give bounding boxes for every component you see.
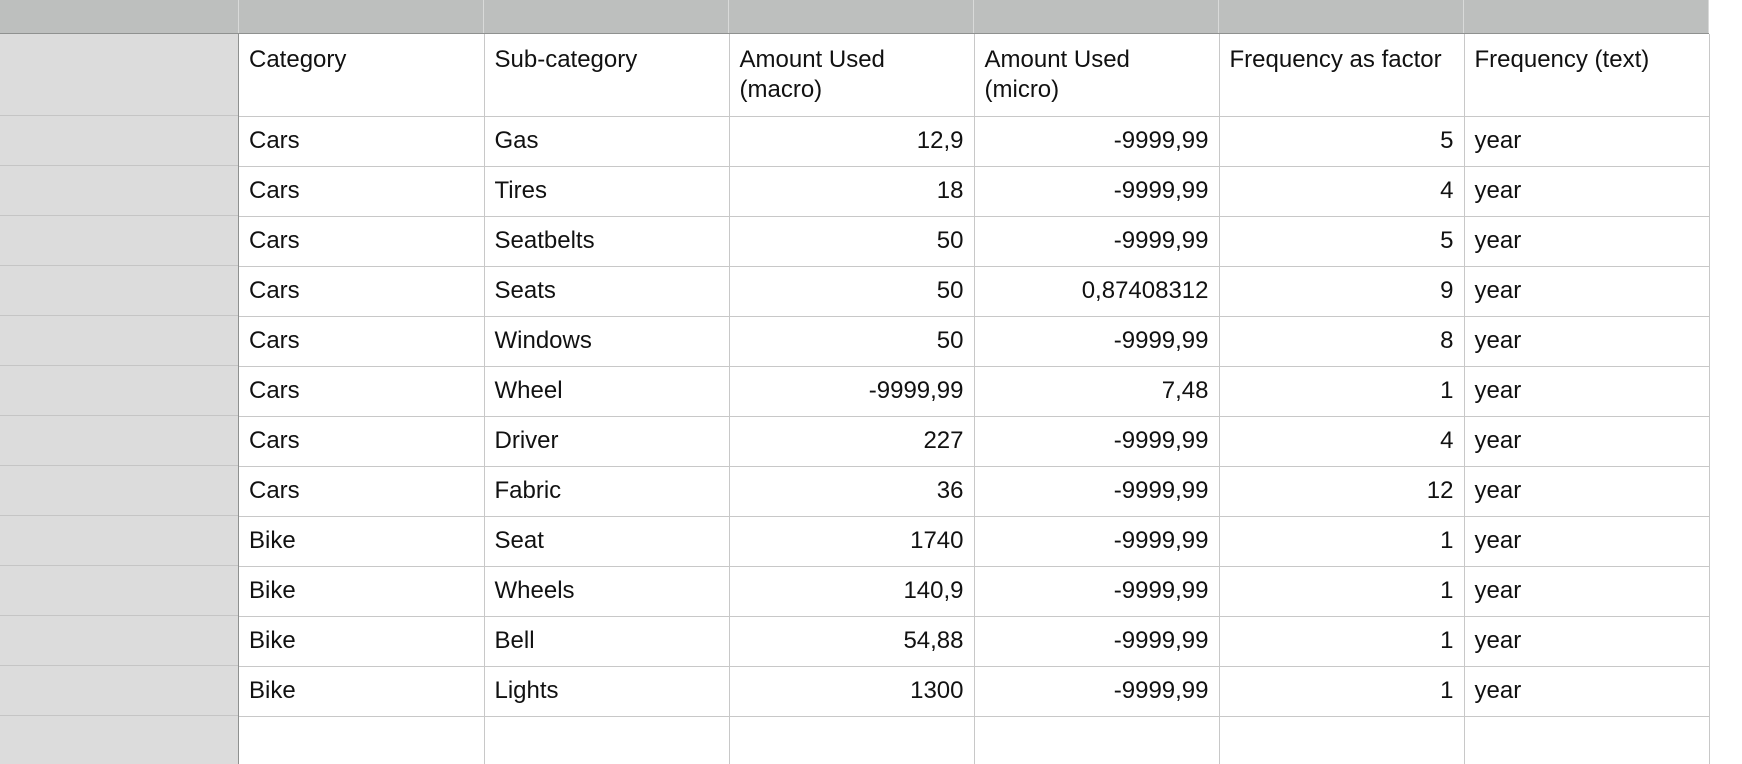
empty-cell[interactable]: [239, 716, 484, 764]
cell-sub-category[interactable]: Wheel: [484, 366, 729, 416]
empty-cell[interactable]: [484, 716, 729, 764]
column-header-bar: [0, 0, 1709, 34]
header-cell-category[interactable]: Category: [239, 34, 484, 116]
cell-sub-category[interactable]: Seatbelts: [484, 216, 729, 266]
table-row: [239, 666, 1709, 716]
cell-category[interactable]: Cars: [239, 366, 484, 416]
cell-frequency-factor[interactable]: 12: [1219, 466, 1464, 516]
cell-frequency-text[interactable]: year: [1464, 466, 1709, 516]
table-row: [239, 416, 1709, 466]
cell-sub-category[interactable]: Fabric: [484, 466, 729, 516]
cell-category[interactable]: Cars: [239, 316, 484, 366]
cell-frequency-text[interactable]: year: [1464, 616, 1709, 666]
cell-category[interactable]: Bike: [239, 666, 484, 716]
corner-select-all[interactable]: [0, 0, 239, 33]
header-cell-frequency-text[interactable]: Frequency (text): [1464, 34, 1709, 116]
cell-frequency-factor[interactable]: 5: [1219, 116, 1464, 166]
row-header-bar: [0, 34, 239, 764]
cell-amount-macro[interactable]: 12,9: [729, 116, 974, 166]
cell-amount-macro[interactable]: 1300: [729, 666, 974, 716]
cell-amount-macro[interactable]: 1740: [729, 516, 974, 566]
column-header[interactable]: [1219, 0, 1464, 33]
row-header[interactable]: [0, 716, 238, 764]
row-header[interactable]: [0, 616, 238, 666]
cell-amount-macro[interactable]: 18: [729, 166, 974, 216]
table-row: [239, 616, 1709, 666]
empty-cell[interactable]: [1464, 716, 1709, 764]
header-cell-frequency-factor[interactable]: Frequency as factor: [1219, 34, 1464, 116]
row-header[interactable]: [0, 666, 238, 716]
cell-sub-category[interactable]: Tires: [484, 166, 729, 216]
cell-frequency-factor[interactable]: 1: [1219, 366, 1464, 416]
cell-amount-micro[interactable]: -9999,99: [974, 566, 1219, 616]
header-cell-amount-micro[interactable]: Amount Used (micro): [974, 34, 1219, 116]
cell-frequency-text[interactable]: year: [1464, 366, 1709, 416]
row-header[interactable]: [0, 316, 238, 366]
row-header[interactable]: [0, 566, 238, 616]
cell-frequency-factor[interactable]: 8: [1219, 316, 1464, 366]
cell-sub-category[interactable]: Bell: [484, 616, 729, 666]
table-row: [239, 516, 1709, 566]
table-row: [239, 216, 1709, 266]
cell-amount-micro[interactable]: -9999,99: [974, 316, 1219, 366]
cell-frequency-factor[interactable]: 1: [1219, 666, 1464, 716]
cell-frequency-text[interactable]: year: [1464, 316, 1709, 366]
table-row: [239, 566, 1709, 616]
cell-amount-micro[interactable]: -9999,99: [974, 616, 1219, 666]
table-row: [239, 116, 1709, 166]
cell-amount-macro[interactable]: -9999,99: [729, 366, 974, 416]
column-header[interactable]: [1464, 0, 1709, 33]
cell-frequency-factor[interactable]: 5: [1219, 216, 1464, 266]
cell-amount-micro[interactable]: -9999,99: [974, 516, 1219, 566]
cell-frequency-text[interactable]: year: [1464, 116, 1709, 166]
cell-category[interactable]: Cars: [239, 116, 484, 166]
cell-frequency-text[interactable]: year: [1464, 666, 1709, 716]
row-header[interactable]: [0, 366, 238, 416]
table-row-empty: [239, 716, 1709, 764]
cell-amount-macro[interactable]: 50: [729, 216, 974, 266]
cell-frequency-text[interactable]: year: [1464, 216, 1709, 266]
cell-amount-macro[interactable]: 54,88: [729, 616, 974, 666]
cell-amount-macro[interactable]: 50: [729, 316, 974, 366]
cell-frequency-factor[interactable]: 1: [1219, 566, 1464, 616]
data-grid: [239, 34, 1710, 764]
cell-frequency-factor[interactable]: 4: [1219, 416, 1464, 466]
cell-amount-macro[interactable]: 140,9: [729, 566, 974, 616]
cell-amount-micro[interactable]: -9999,99: [974, 116, 1219, 166]
table-row: [239, 266, 1709, 316]
column-header[interactable]: [974, 0, 1219, 33]
cell-frequency-factor[interactable]: 9: [1219, 266, 1464, 316]
table-header-row: [239, 34, 1709, 116]
empty-cell[interactable]: [1219, 716, 1464, 764]
cell-category[interactable]: Bike: [239, 516, 484, 566]
cell-frequency-text[interactable]: year: [1464, 266, 1709, 316]
cell-sub-category[interactable]: Seat: [484, 516, 729, 566]
cell-frequency-factor[interactable]: 4: [1219, 166, 1464, 216]
cell-frequency-text[interactable]: year: [1464, 166, 1709, 216]
cell-category[interactable]: Cars: [239, 216, 484, 266]
cell-amount-micro[interactable]: -9999,99: [974, 216, 1219, 266]
row-header[interactable]: [0, 34, 238, 116]
column-header[interactable]: [484, 0, 729, 33]
empty-cell[interactable]: [729, 716, 974, 764]
cell-sub-category[interactable]: Seats: [484, 266, 729, 316]
table-row: [239, 466, 1709, 516]
cell-sub-category[interactable]: Lights: [484, 666, 729, 716]
cell-frequency-factor[interactable]: 1: [1219, 616, 1464, 666]
cell-sub-category[interactable]: Gas: [484, 116, 729, 166]
cell-category[interactable]: Bike: [239, 566, 484, 616]
row-header[interactable]: [0, 266, 238, 316]
table-row: [239, 366, 1709, 416]
row-header[interactable]: [0, 116, 238, 166]
cell-category[interactable]: Cars: [239, 466, 484, 516]
cell-amount-micro[interactable]: 7,48: [974, 366, 1219, 416]
table-row: [239, 316, 1709, 366]
cell-amount-micro[interactable]: -9999,99: [974, 466, 1219, 516]
cell-category[interactable]: Cars: [239, 166, 484, 216]
cell-frequency-text[interactable]: year: [1464, 516, 1709, 566]
cell-category[interactable]: Cars: [239, 266, 484, 316]
cell-amount-macro[interactable]: 50: [729, 266, 974, 316]
cell-amount-micro[interactable]: -9999,99: [974, 416, 1219, 466]
empty-cell[interactable]: [974, 716, 1219, 764]
row-header[interactable]: [0, 516, 238, 566]
row-header[interactable]: [0, 416, 238, 466]
cell-frequency-text[interactable]: year: [1464, 566, 1709, 616]
row-header[interactable]: [0, 166, 238, 216]
row-header[interactable]: [0, 216, 238, 266]
cell-frequency-factor[interactable]: 1: [1219, 516, 1464, 566]
column-header[interactable]: [239, 0, 484, 33]
cell-sub-category[interactable]: Windows: [484, 316, 729, 366]
cell-amount-macro[interactable]: 36: [729, 466, 974, 516]
cell-amount-micro[interactable]: -9999,99: [974, 166, 1219, 216]
cell-sub-category[interactable]: Wheels: [484, 566, 729, 616]
cell-amount-micro[interactable]: -9999,99: [974, 666, 1219, 716]
cell-amount-macro[interactable]: 227: [729, 416, 974, 466]
cell-sub-category[interactable]: Driver: [484, 416, 729, 466]
header-cell-amount-macro[interactable]: Amount Used (macro): [729, 34, 974, 116]
header-cell-sub-category[interactable]: Sub-category: [484, 34, 729, 116]
cell-frequency-text[interactable]: year: [1464, 416, 1709, 466]
column-header[interactable]: [729, 0, 974, 33]
table-row: [239, 166, 1709, 216]
cell-category[interactable]: Cars: [239, 416, 484, 466]
row-header[interactable]: [0, 466, 238, 516]
cell-amount-micro[interactable]: 0,87408312: [974, 266, 1219, 316]
cell-category[interactable]: Bike: [239, 616, 484, 666]
